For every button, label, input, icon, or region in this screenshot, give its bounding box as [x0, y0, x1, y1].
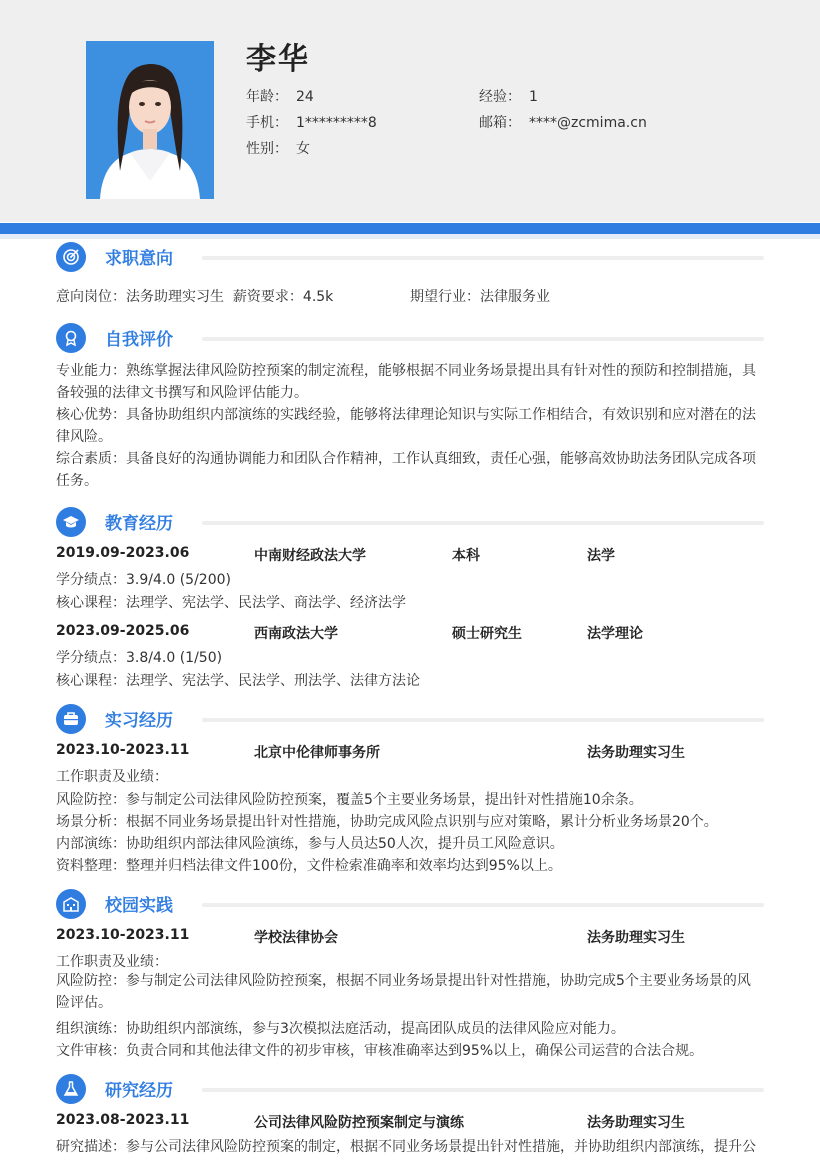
- section-research-title: [56, 1074, 764, 1104]
- section-education-title: [56, 507, 764, 537]
- age-value: 24: [296, 89, 314, 105]
- section-self-title: [56, 323, 764, 353]
- header-shadow-bar: [0, 234, 820, 239]
- self-quality: 综合素质：具备良好的沟通协调能力和团队合作精神，工作认真细致，责任心强，能够高效协助法务团队完成各项任务。: [56, 451, 756, 489]
- section-internship-title: [56, 704, 764, 734]
- research-desc: 研究描述：参与公司法律风险防控预案的制定，根据不同业务场景提出针对性措施，并协助组织内部演练，提升公: [56, 1139, 756, 1155]
- intent-salary-text: 薪资要求：4.5k: [232, 289, 334, 305]
- section-divider: [202, 521, 764, 525]
- edu-2-period: 2023.09-2025.06: [56, 623, 190, 639]
- intern-role: 法务助理实习生: [587, 745, 685, 761]
- avatar: [86, 41, 214, 199]
- edu-1-period: 2019.09-2023.06: [56, 545, 190, 561]
- research-project: 公司法律风险防控预案制定与演练: [254, 1115, 464, 1131]
- section-divider: [202, 903, 764, 907]
- edu-1-major: 法学: [587, 548, 615, 564]
- briefcase-icon: [56, 704, 86, 734]
- section-heading: 研究经历: [105, 1081, 173, 1101]
- campus-role: 法务助理实习生: [587, 930, 685, 946]
- section-divider: [202, 337, 764, 341]
- candidate-name: 李华: [246, 42, 310, 77]
- email-label: 邮箱：: [479, 115, 521, 131]
- age-label: 年龄：: [246, 89, 288, 105]
- intent-position-text: 意向岗位：法务助理实习生: [56, 289, 224, 305]
- experience-label: 经验：: [479, 89, 521, 105]
- intern-line-2: 场景分析：根据不同业务场景提出针对性措施，协助完成风险点识别与应对策略，累计分析业务场景20个。: [56, 814, 718, 830]
- campus-line-1: 风险防控：参与制定公司法律风险防控预案，根据不同业务场景提出针对性措施，协助完成5个主要业务场景的风险评估。: [56, 973, 751, 1011]
- flask-icon: [56, 1074, 86, 1104]
- email-value[interactable]: ****@zcmima.cn: [529, 115, 647, 131]
- campus-line-2: 组织演练：协助组织内部演练，参与3次模拟法庭活动，提高团队成员的法律风险应对能力。: [56, 1021, 625, 1037]
- section-divider: [202, 256, 764, 260]
- section-divider: [202, 718, 764, 722]
- edu-2-courses: 核心课程：法理学、宪法学、民法学、刑法学、法律方法论: [56, 673, 420, 689]
- intern-org: 北京中伦律师事务所: [254, 745, 380, 761]
- section-heading: 校园实践: [105, 896, 173, 916]
- section-heading: 教育经历: [105, 514, 173, 534]
- phone-label: 手机：: [246, 115, 288, 131]
- intern-heading: 工作职责及业绩：: [56, 769, 168, 785]
- intern-line-4: 资料整理：整理并归档法律文件100份，文件检索准确率和效率均达到95%以上。: [56, 858, 562, 874]
- campus-org: 学校法律协会: [254, 930, 338, 946]
- section-heading: 求职意向: [105, 249, 173, 269]
- intent-position: [56, 286, 333, 306]
- profile-header: [0, 0, 820, 222]
- edu-2-degree: 硕士研究生: [452, 626, 522, 642]
- edu-1-degree: 本科: [452, 548, 480, 564]
- experience-value: 1: [529, 89, 538, 105]
- self-advantage: 核心优势：具备协助组织内部演练的实践经验，能够将法律理论知识与实际工作相结合，有效识别和应对潜在的法律风险。: [56, 407, 756, 445]
- campus-heading: 工作职责及业绩：: [56, 954, 168, 970]
- intent-industry: 期望行业：法律服务业: [410, 289, 550, 305]
- gender-label: 性别：: [246, 141, 288, 157]
- edu-1-gpa: 学分绩点：3.9/4.0 (5/200): [56, 572, 231, 588]
- age-field: [246, 86, 314, 106]
- section-campus-title: [56, 889, 764, 919]
- research-period: 2023.08-2023.11: [56, 1112, 190, 1128]
- award-icon: [56, 323, 86, 353]
- edu-1-school: 中南财经政法大学: [254, 548, 366, 564]
- phone-value: 1*********8: [296, 115, 377, 131]
- section-divider: [202, 1088, 764, 1092]
- edu-2-gpa: 学分绩点：3.8/4.0 (1/50): [56, 650, 223, 666]
- self-ability: 专业能力：熟练掌握法律风险防控预案的制定流程，能够根据不同业务场景提出具有针对性的预防和控制措施，具备较强的法律文书撰写和风险评估能力。: [56, 363, 756, 401]
- research-role: 法务助理实习生: [587, 1115, 685, 1131]
- phone-field: [246, 112, 377, 132]
- header-accent-bar: [0, 223, 820, 234]
- intern-line-1: 风险防控：参与制定公司法律风险防控预案，覆盖5个主要业务场景，提出针对性措施10余条。: [56, 792, 643, 808]
- intern-period: 2023.10-2023.11: [56, 742, 190, 758]
- campus-period: 2023.10-2023.11: [56, 927, 190, 943]
- edu-2-school: 西南政法大学: [254, 626, 338, 642]
- email-field: [479, 112, 647, 132]
- graduation-cap-icon: [56, 507, 86, 537]
- section-heading: 自我评价: [105, 330, 173, 350]
- edu-2-major: 法学理论: [587, 626, 643, 642]
- target-icon: [56, 242, 86, 272]
- experience-field: [479, 86, 538, 106]
- section-intent-title: [56, 242, 764, 272]
- gender-value: 女: [296, 141, 310, 157]
- section-heading: 实习经历: [105, 711, 173, 731]
- campus-line-3: 文件审核：负责合同和其他法律文件的初步审核，审核准确率达到95%以上，确保公司运营的合法合规。: [56, 1043, 704, 1059]
- edu-1-courses: 核心课程：法理学、宪法学、民法学、商法学、经济法学: [56, 595, 406, 611]
- intern-line-3: 内部演练：协助组织内部法律风险演练，参与人员达50人次，提升员工风险意识。: [56, 836, 564, 852]
- gender-field: [246, 138, 310, 158]
- building-icon: [56, 889, 86, 919]
